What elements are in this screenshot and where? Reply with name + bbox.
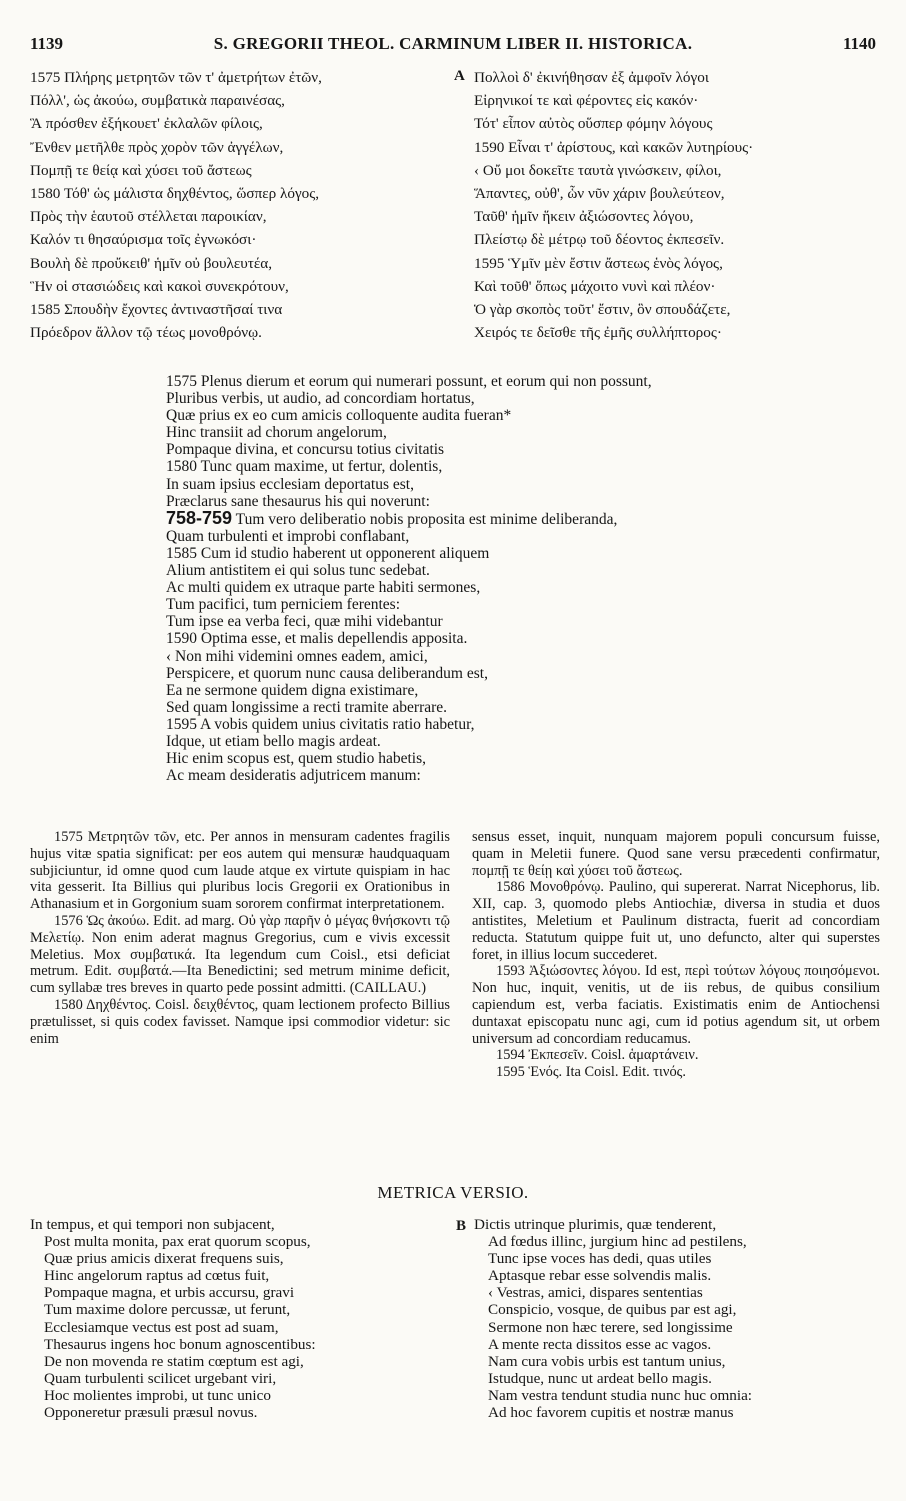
greek-line: 1595 Ὑμῖν μὲν ἔστιν ἄστεως ἑνὸς λόγος,: [474, 254, 723, 272]
greek-line: Καλόν τι θησαύρισμα τοῖς ἐγνωκόσι·: [30, 231, 257, 249]
greek-column-left: [30, 66, 445, 344]
verse-line: A mente recta dissitos esse ac vagos.: [488, 1335, 712, 1353]
verse-line: In tempus, et qui tempori non subjacent,: [30, 1216, 275, 1233]
latin-line: 1585 Cum id studio haberent ut opponerent aliquem: [166, 544, 490, 562]
greek-line: Χειρός τε δεῖσθε τῆς ἐμῆς συλλήπτορος·: [474, 324, 722, 342]
verse-line: Ad hoc favorem cupitis et nostræ manus: [488, 1404, 734, 1422]
verse-line: Quam turbulenti scilicet urgebant viri,: [44, 1369, 277, 1387]
greek-line: Βουλὴ δὲ προὔκειθ' ἡμῖν οὐ βουλευτέα,: [30, 254, 273, 272]
running-header: [30, 34, 876, 58]
verse-line: Nam cura vobis urbis est tantum unius,: [488, 1352, 726, 1370]
latin-line: ‹ Non mihi videmini omnes eadem, amici,: [166, 647, 428, 665]
latin-line: Hic enim scopus est, quem studio habetis,: [166, 750, 427, 768]
latin-line: Ac meam desideratis adjutricem manum:: [166, 767, 421, 785]
latin-line: 1580 Tunc quam maxime, ut fertur, dolentis,: [166, 458, 443, 476]
footnote: 1580 Δηχθέντος. Coisl. δειχθέντος, quam lectionem profecto Billius prætulisset, si quis codex favisset. Namque ipsi commodior videtur: sic enim: [30, 996, 450, 1047]
verse-line: De non movenda re statim cœptum est agi,: [44, 1352, 304, 1370]
greek-line: Ὁ γὰρ σκοπὸς τοῦτ' ἔστιν, ὃν σπουδάζετε,: [474, 301, 731, 319]
latin-line: 1595 A vobis quidem unius civitatis ratio habetur,: [166, 715, 475, 733]
footnotes-right: [472, 829, 880, 1081]
greek-line: Πρὸς τὴν ἑαυτοῦ στέλλεται παροικίαν,: [30, 208, 267, 226]
greek-line: Ἔνθεν μετῆλθε πρὸς χορὸν τῶν ἀγγέλων,: [30, 138, 284, 156]
metrica-column-right: [474, 1216, 889, 1421]
footnote-continued: sensus esset, inquit, nunquam majorem populi concursum fuisse, quam in Meletii funere. Quod sane versu præcedenti confirmatur, πομπῇ τε θείῃ καὶ χύσει τοῦ ἄστεως.: [472, 829, 880, 879]
latin-line-with-column-number: [166, 507, 886, 528]
latin-line: Tum ipse ea verba feci, quæ mihi videbantur: [166, 613, 443, 631]
footnote: 1594 Ἐκπεσεῖν. Coisl. ἁμαρτάνειν.: [496, 1047, 699, 1064]
latin-line: In suam ipsius ecclesiam deportatus est,: [166, 475, 414, 493]
verse-line: Post multa monita, pax erat quorum scopus,: [44, 1233, 311, 1251]
greek-line: Ταῦθ' ἡμῖν ἥκειν ἀξιώσοντες λόγου,: [474, 208, 694, 226]
latin-line: Pompaque divina, et concursu totius civitatis: [166, 441, 445, 459]
metrica-column-left: [30, 1216, 450, 1421]
column-marker-a: A: [454, 68, 465, 84]
verse-line: Opponeretur præsuli præsul novus.: [44, 1404, 258, 1422]
greek-line: Ἅπαντες, οὐθ', ὧν νῦν χάριν βουλεύτεον,: [474, 185, 725, 203]
greek-line: Πολλοὶ δ' ἐκινήθησαν ἐξ ἀμφοῖν λόγοι: [474, 69, 709, 86]
verse-line: Istudque, nunc ut ardeat bello magis.: [488, 1369, 712, 1387]
latin-line: Perspicere, et quorum nunc causa deliberandum est,: [166, 664, 488, 682]
metrica-versio-title: METRICA VERSIO.: [377, 1183, 529, 1202]
verse-line: Dictis utrinque plurimis, quæ tenderent,: [474, 1216, 717, 1233]
footnote: 1595 Ἑνός. Ita Coisl. Edit. τινός.: [496, 1064, 686, 1081]
latin-line: 1575 Plenus dierum et eorum qui numerari possunt, et eorum qui non possunt,: [166, 373, 652, 390]
latin-line: Alium antistitem ei qui solus tunc sedebat.: [166, 562, 430, 580]
verse-line: Thesaurus ingens hoc bonum agnoscentibus:: [44, 1335, 316, 1353]
greek-line: Καὶ τοῦθ' ὅπως μάχοιτο νυνὶ καὶ πλέον·: [474, 277, 716, 295]
greek-line: 1585 Σπουδὴν ἔχοντες ἀντιναστῆσαί τινα: [30, 301, 283, 319]
latin-line: Pluribus verbis, ut audio, ad concordiam hortatus,: [166, 390, 475, 408]
footnote: 1593 Ἀξιώσοντες λόγου. Id est, περὶ τούτων λόγους ποιησόμενοι. Non huc, inquit, venitis, ut de iis rebus, de quibus consilium capiendum est, verba faciatis. Existimatis enim de Antiochensi duntaxat episcopatu nunc agi, cum id potius agendum sit, ut orbem universum ad concordiam reducamus.: [472, 963, 880, 1047]
greek-line: Πομπῇ τε θείᾳ καὶ χύσει τοῦ ἄστεως: [30, 161, 252, 179]
greek-line: Ἣν οἱ στασιώδεις καὶ κακοὶ συνεκρότουν,: [30, 277, 289, 295]
running-title: S. GREGORII THEOL. CARMINUM LIBER II. HISTORICA.: [213, 34, 693, 53]
latin-line: Ac multi quidem ex utraque parte habiti sermones,: [166, 579, 481, 597]
latin-line: Hinc transiit ad chorum angelorum,: [166, 424, 387, 442]
latin-translation: [166, 373, 886, 784]
verse-line: Sermone non hæc terere, sed longissime: [488, 1318, 733, 1336]
greek-line: Τότ' εἶπον αὐτὸς οὕσπερ φόμην λόγους: [474, 115, 713, 133]
verse-line: ‹ Vestras, amici, dispares sententias: [488, 1284, 703, 1302]
verse-line: Quæ prius amicis dixerat frequens suis,: [44, 1250, 284, 1268]
page-number-left: 1139: [30, 34, 64, 53]
latin-line: 1590 Optima esse, et malis depellendis apposita.: [166, 630, 468, 648]
greek-line: 1580 Τόθ' ὡς μάλιστα δηχθέντος, ὥσπερ λόγος,: [30, 185, 320, 203]
footnote: 1576 Ὡς ἀκούω. Edit. ad marg. Οὐ γὰρ παρῆν ὁ μέγας θνήσκοντι τῷ Μελετίῳ. Non enim aderat magnus Gregorius, cum e vivis excessit Meletius. Mox συμβατικά. Ita legendum cum Coisl., etsi deficiat metrum. Edit. συμβατά.—Ita Benedictini; sed metrum minime deficit, cum syllabæ tres breves in quarto pede possint admitti. (CAILLAU.): [30, 912, 450, 997]
greek-line: Εἰρηνικοί τε καὶ φέροντες εἰς κακόν·: [474, 92, 699, 110]
verse-line: Conspicio, vosque, de quibus par est agi,: [488, 1301, 737, 1319]
greek-column-right: [474, 66, 889, 344]
footnote: 1575 Μετρητῶν τῶν, etc. Per annos in mensuram cadentes fragilis hujus vitæ spatia significat: per eos autem qui mensuræ haudquaquam subjiciuntur, id omne quod cum laude atque ex virtute quispiam in hac vita gesserit. Ita Billius qui pluribus locis Gregorii ex Orationibus in Athanasium et in Gorgonium suam sororem confirmat interpretationem.: [30, 829, 450, 913]
latin-line: Quam turbulenti et improbi conflabant,: [166, 527, 410, 545]
page-number-right: 1140: [842, 34, 876, 53]
latin-line: Præclarus sane thesaurus his qui noverunt:: [166, 492, 430, 510]
greek-line: Πρόεδρον ἄλλον τῷ τέως μονοθρόνῳ.: [30, 324, 262, 342]
greek-line: Πόλλ', ὡς ἀκούω, συμβατικὰ παραινέσας,: [30, 92, 285, 110]
greek-line: ‹ Οὔ μοι δοκεῖτε ταυτὰ γινώσκειν, φίλοι,: [474, 161, 722, 179]
verse-line: Hinc angelorum raptus ad cœtus fuit,: [44, 1267, 270, 1285]
footnotes-left: [30, 829, 450, 1047]
latin-line: Idque, ut etiam bello magis ardeat.: [166, 732, 381, 750]
verse-line: Ad fœdus illinc, jurgium hinc ad pestilens,: [488, 1233, 747, 1251]
latin-line-text: Tum vero deliberatio nobis proposita est minime deliberanda,: [235, 510, 618, 528]
latin-line: Ea ne sermone quidem digna existimare,: [166, 681, 419, 699]
verse-line: Tunc ipse voces has dedi, quas utiles: [488, 1250, 712, 1268]
migne-column-number: 758-759: [166, 507, 233, 528]
greek-line: 1575 Πλήρης μετρητῶν τῶν τ' ἀμετρήτων ἐτῶν,: [30, 69, 322, 86]
greek-line: Ἃ πρόσθεν ἐξήκουετ' ἐκλαλῶν φίλοις,: [30, 115, 263, 133]
verse-line: Tum maxime dolore percussæ, ut ferunt,: [44, 1301, 291, 1319]
verse-line: Ecclesiamque vectus est post ad suam,: [44, 1318, 279, 1336]
verse-line: Nam vestra tendunt studia nunc huc omnia:: [488, 1386, 753, 1404]
footnote: 1586 Μονοθρόνῳ. Paulino, qui supererat. Narrat Nicephorus, lib. XII, cap. 3, quomodo plebs Antiochiæ, diversa in studia et duos antistites, Meletium et Paulinum distracta, fuerit ad concordiam reducta. Statutum quippe fuit ut, uno defuncto, alter qui superstes foret, in illius locum succederet.: [472, 879, 880, 963]
column-marker-b: B: [456, 1218, 467, 1234]
latin-line: Tum pacifici, tum perniciem ferentes:: [166, 596, 401, 614]
greek-line: 1590 Εἶναι τ' ἀρίστους, καὶ κακῶν λυτηρίους·: [474, 138, 754, 156]
latin-line: Sed quam longissime a recti tramite aberrare.: [166, 698, 448, 716]
verse-line: Aptasque rebar esse solvendis malis.: [488, 1267, 712, 1285]
verse-line: Pompaque magna, et urbis accursu, gravi: [44, 1284, 295, 1302]
greek-line: Πλείστῳ δὲ μέτρῳ τοῦ δέοντος ἐκπεσεῖν.: [474, 231, 725, 249]
verse-line: Hoc molientes improbi, ut tunc unico: [44, 1386, 271, 1404]
latin-line: Quæ prius ex eo cum amicis colloquente audita fueran*: [166, 407, 512, 425]
